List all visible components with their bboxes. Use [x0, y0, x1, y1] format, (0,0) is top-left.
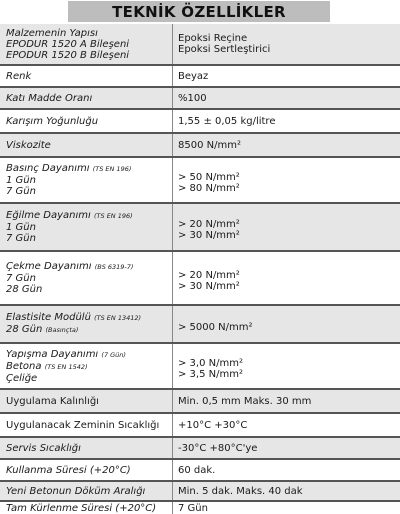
property-label: Çeliğe — [6, 372, 38, 384]
property-cell — [6, 24, 172, 64]
table-row — [0, 66, 400, 86]
table-row — [0, 134, 400, 156]
column-divider — [172, 438, 173, 458]
value-label: > 3,0 N/mm² — [178, 358, 243, 369]
page-title: TEKNİK ÖZELLİKLER — [68, 1, 330, 22]
standard-note: (BS 6319-7) — [94, 263, 134, 271]
property-cell — [6, 158, 172, 202]
property-cell — [6, 204, 172, 250]
value-label: 60 dak. — [178, 464, 216, 476]
property-cell — [6, 110, 172, 132]
property-cell — [6, 438, 172, 458]
value-cell — [178, 344, 396, 388]
property-cell — [6, 502, 172, 514]
value-label: Beyaz — [178, 70, 209, 82]
standard-note: (7 Gün) — [101, 350, 126, 359]
table-row — [0, 204, 400, 250]
property-label: Yeni Betonun Döküm Aralığı — [6, 485, 146, 497]
standard-note: (TS EN 196) — [94, 212, 133, 220]
property-label: EPODUR 1520 A Bileşeni — [6, 38, 130, 50]
column-divider — [172, 306, 173, 342]
table-row — [0, 110, 400, 132]
column-divider — [172, 66, 173, 86]
value-cell — [178, 88, 396, 108]
value-label: > 30 N/mm² — [178, 230, 240, 241]
property-label: 7 Gün — [6, 233, 36, 244]
value-cell — [178, 66, 396, 86]
column-divider — [172, 482, 173, 500]
property-cell — [6, 252, 172, 304]
property-label: Katı Madde Oranı — [6, 92, 93, 104]
property-label: Karışım Yoğunluğu — [6, 115, 99, 127]
table-row — [0, 24, 400, 64]
value-cell — [178, 438, 396, 458]
table-row — [0, 88, 400, 108]
value-cell — [178, 390, 396, 412]
value-label: > 80 N/mm² — [178, 183, 240, 194]
value-cell — [178, 134, 396, 156]
table-row — [0, 414, 400, 436]
table-row — [0, 390, 400, 412]
value-cell — [178, 204, 396, 250]
property-label: EPODUR 1520 B Bileşeni — [6, 49, 130, 61]
table-row — [0, 252, 400, 304]
standard-note: (TS EN 1542) — [44, 362, 88, 371]
property-label: Malzemenin Yapısı — [6, 27, 98, 39]
property-label: Elastisite Modülü — [6, 312, 91, 323]
value-label: > 50 N/mm² — [178, 172, 240, 183]
property-label: 7 Gün — [6, 186, 36, 197]
value-label: %100 — [178, 92, 207, 104]
property-label: Eğilme Dayanımı — [6, 210, 91, 221]
column-divider — [172, 460, 173, 480]
property-label: Renk — [6, 70, 32, 82]
value-label: > 5000 N/mm² — [178, 321, 253, 333]
property-label: Çekme Dayanımı — [6, 261, 92, 272]
standard-note: (TS EN 196) — [92, 165, 132, 173]
value-label: +10°C +30°C — [178, 419, 248, 431]
column-divider — [172, 110, 173, 132]
property-cell — [6, 88, 172, 108]
property-cell — [6, 482, 172, 500]
property-label: 1 Gün — [6, 222, 36, 233]
property-label: 7 Gün — [6, 273, 36, 284]
property-cell — [6, 134, 172, 156]
property-cell — [6, 306, 172, 342]
table-row — [0, 460, 400, 480]
table-row — [0, 482, 400, 500]
property-label: Uygulanacak Zeminin Sıcaklığı — [6, 419, 160, 431]
column-divider — [172, 502, 173, 514]
property-cell — [6, 390, 172, 412]
column-divider — [172, 414, 173, 436]
value-label: > 20 N/mm² — [178, 270, 240, 281]
column-divider — [172, 24, 173, 64]
property-label: Servis Sıcaklığı — [6, 442, 81, 454]
value-label: > 3,5 N/mm² — [178, 369, 243, 380]
value-label: -30°C +80°C'ye — [178, 442, 258, 454]
value-label: Min. 5 dak. Maks. 40 dak — [178, 485, 303, 497]
value-label: > 30 N/mm² — [178, 281, 240, 292]
value-label: Min. 0,5 mm Maks. 30 mm — [178, 395, 312, 407]
property-label: Yapışma Dayanımı — [6, 348, 99, 360]
property-label: Basınç Dayanımı — [6, 163, 90, 174]
property-cell — [6, 414, 172, 436]
value-cell — [178, 502, 396, 514]
property-label: Kullanma Süresi (+20°C) — [6, 464, 131, 476]
value-label: Epoksi Sertleştirici — [178, 44, 271, 55]
column-divider — [172, 158, 173, 202]
table-row — [0, 158, 400, 202]
value-cell — [178, 158, 396, 202]
value-cell — [178, 252, 396, 304]
property-label: Betona — [6, 360, 42, 372]
property-label: 28 Gün — [6, 324, 43, 335]
value-label: 8500 N/mm² — [178, 139, 241, 151]
column-divider — [172, 88, 173, 108]
value-cell — [178, 306, 396, 342]
column-divider — [172, 390, 173, 412]
column-divider — [172, 252, 173, 304]
value-label: 1,55 ± 0,05 kg/litre — [178, 115, 276, 127]
column-divider — [172, 204, 173, 250]
property-cell — [6, 460, 172, 480]
column-divider — [172, 134, 173, 156]
table-row — [0, 306, 400, 342]
property-label: Tam Kürlenme Süresi (+20°C) — [6, 502, 157, 514]
value-cell — [178, 24, 396, 64]
property-cell — [6, 66, 172, 86]
property-label: Uygulama Kalınlığı — [6, 395, 99, 407]
standard-note: (TS EN 13412) — [94, 314, 142, 322]
table-row — [0, 344, 400, 388]
value-label: Epoksi Reçine — [178, 33, 248, 44]
property-label: 28 Gün — [6, 284, 43, 295]
condition-note: (Basınçta) — [45, 326, 79, 334]
value-cell — [178, 414, 396, 436]
value-label: 7 Gün — [178, 502, 208, 514]
property-label: Viskozite — [6, 139, 51, 151]
column-divider — [172, 344, 173, 388]
property-cell — [6, 344, 172, 388]
value-label: > 20 N/mm² — [178, 219, 240, 230]
value-cell — [178, 110, 396, 132]
value-cell — [178, 460, 396, 480]
table-row — [0, 502, 400, 514]
value-cell — [178, 482, 396, 500]
table-row — [0, 438, 400, 458]
property-label: 1 Gün — [6, 175, 36, 186]
